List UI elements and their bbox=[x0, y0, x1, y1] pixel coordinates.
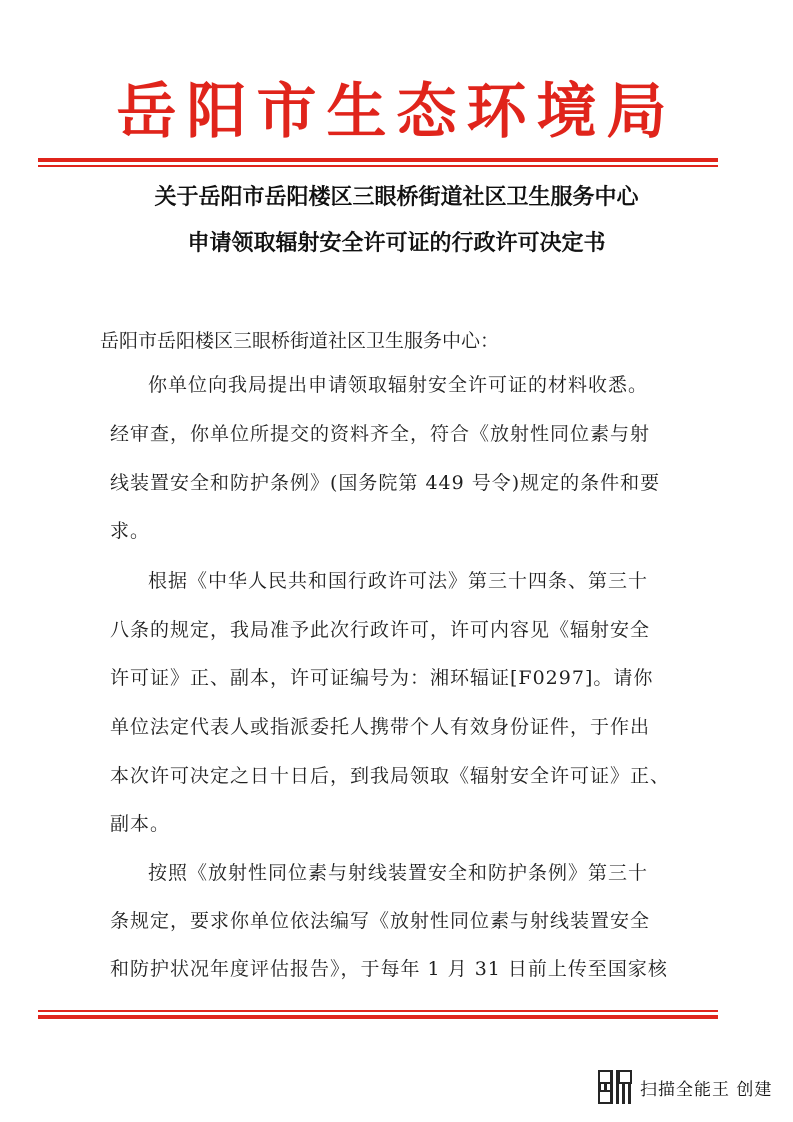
header-rule-thick bbox=[38, 158, 718, 162]
paragraph-1-line-2: 经审查，你单位所提交的资料齐全，符合《放射性同位素与射 bbox=[110, 423, 651, 445]
paragraph-2-line-2: 八条的规定，我局准予此次行政许可，许可内容见《辐射安全 bbox=[110, 619, 651, 641]
scanner-watermark bbox=[598, 1070, 772, 1104]
salutation: 岳阳市岳阳楼区三眼桥街道社区卫生服务中心： bbox=[100, 330, 500, 352]
paragraph-2-line-6: 副本。 bbox=[110, 813, 171, 835]
paragraph-3-line-3: 和防护状况年度评估报告》，于每年 1 月 31 日前上传至国家核 bbox=[110, 958, 668, 980]
paragraph-2-line-1: 根据《中华人民共和国行政许可法》第三十四条、第三十 bbox=[148, 570, 649, 592]
qr-code-icon bbox=[598, 1070, 632, 1104]
paragraph-2-line-5: 本次许可决定之日十日后，到我局领取《辐射安全许可证》正、 bbox=[110, 765, 671, 787]
footer-rule-thin bbox=[38, 1010, 718, 1012]
header-rule-thin bbox=[38, 165, 718, 167]
footer-rule-thick bbox=[38, 1015, 718, 1019]
document-title-line-2: 申请领取辐射安全许可证的行政许可决定书 bbox=[187, 231, 606, 256]
paragraph-3-line-1: 按照《放射性同位素与射线装置安全和防护条例》第三十 bbox=[148, 862, 649, 884]
paragraph-2-line-4: 单位法定代表人或指派委托人携带个人有效身份证件，于作出 bbox=[110, 716, 651, 738]
agency-letterhead: 岳阳市生态环境局 bbox=[116, 77, 677, 147]
document-title-line-1: 关于岳阳市岳阳楼区三眼桥街道社区卫生服务中心 bbox=[154, 185, 639, 210]
paragraph-3-line-2: 条规定，要求你单位依法编写《放射性同位素与射线装置安全 bbox=[110, 910, 651, 932]
watermark-text: 扫描全能王 创建 bbox=[640, 1079, 773, 1100]
paragraph-1-line-4: 求。 bbox=[110, 520, 151, 542]
paragraph-2-line-3: 许可证》正、副本，许可证编号为：湘环辐证[F0297]。请你 bbox=[110, 667, 654, 689]
paragraph-1-line-1: 你单位向我局提出申请领取辐射安全许可证的材料收悉。 bbox=[148, 374, 649, 396]
paragraph-1-line-3: 线装置安全和防护条例》(国务院第 449 号令)规定的条件和要 bbox=[110, 472, 661, 494]
